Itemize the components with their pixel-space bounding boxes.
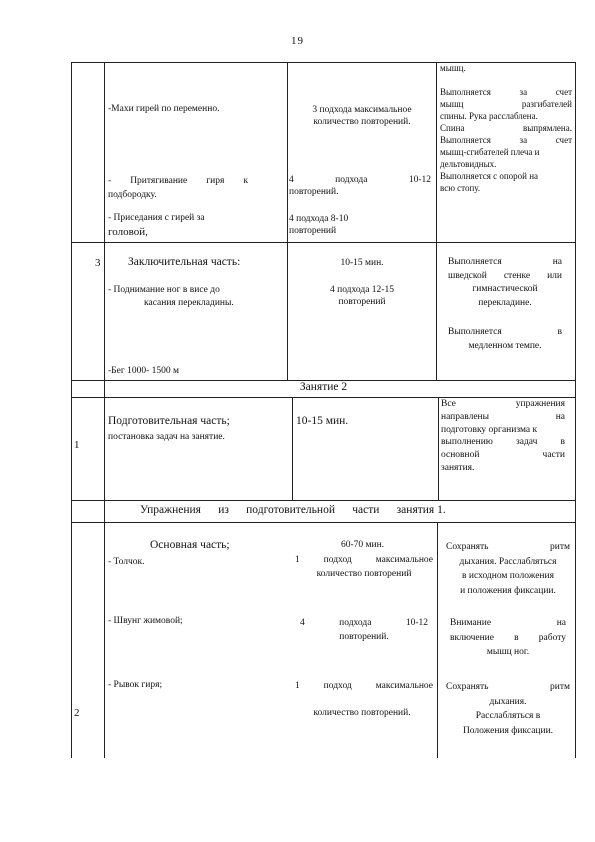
exercise-text: - Поднимание ног в висе до касания перекладины. <box>108 285 234 308</box>
table-border-left <box>71 62 72 758</box>
section-time: 10-15 мин. <box>296 415 349 427</box>
exercise-dose: 1 подход максимальное количество повторений <box>295 555 433 579</box>
section-title: Заключительная часть: <box>128 256 241 268</box>
section-title: Основная часть; <box>150 539 230 551</box>
exercise-text: головой, <box>108 226 148 238</box>
section-title: Подготовительная часть; <box>108 415 230 427</box>
row-number: 1 <box>74 439 80 451</box>
section-time: 10-15 мин. <box>340 258 384 268</box>
section-reference: Упражнения из подготовительной части занятия 1. <box>140 504 446 516</box>
table-divider-col2-mid <box>292 398 293 500</box>
page-number: 19 <box>291 35 304 47</box>
exercise-text: - Швунг жимовой; <box>108 616 183 626</box>
exercise-dose: 4 подхода 10-12 повторений. <box>289 175 431 197</box>
exercise-note: Внимание на включение в работу мышц ног. <box>450 618 566 657</box>
exercise-text: - Толчок. <box>108 557 145 567</box>
section-subtitle: постановка задач на занятие. <box>108 432 225 442</box>
exercise-dose: 4 подхода 12-15 повторений <box>330 285 394 307</box>
exercise-text: - Притягивание гиря к подбородку. <box>108 176 248 200</box>
table-row-divider <box>71 522 576 523</box>
exercise-text: -Махи гирей по переменно. <box>108 104 220 114</box>
table-row-divider <box>71 500 576 501</box>
table-divider-col1 <box>104 62 105 758</box>
row-number: 2 <box>74 707 80 719</box>
block1-notes: мышц. Выполняется за счет мышц разгибателей спины. Рука расслаблена. Спина выпрямлена. Выполняется за счет мышц-сгибателей плеча и дельтовидных. Выполняется с опорой на всю стопу. <box>440 63 572 193</box>
table-divider-col3-top <box>436 62 437 380</box>
exercise-note: Сохранять ритм дыхания. Расслабляться в Положения фиксации. <box>446 682 570 736</box>
table-divider-col2-top <box>287 62 288 380</box>
exercise-note: Выполняется на шведской стенке или гимнастической перекладине. <box>448 257 562 308</box>
exercise-dose: 3 подхода максимальное количество повторений. <box>312 105 412 127</box>
row-number: 3 <box>95 257 101 269</box>
exercise-dose: 4 подхода 10-12 повторений. <box>300 618 428 642</box>
exercise-note: Выполняется в медленном темпе. <box>448 327 562 351</box>
exercise-text: - Рывок гиря; <box>108 680 163 690</box>
table-divider-col3-mid <box>438 398 439 500</box>
exercise-dose: количество повторений. <box>313 708 411 718</box>
exercise-text: - Приседания с гирей за <box>108 213 205 223</box>
exercise-dose: 1 подход максимальное <box>295 681 433 691</box>
exercise-dose: 4 подхода 8-10 повторений <box>289 214 349 236</box>
session-title: Занятие 2 <box>299 381 348 393</box>
exercise-text: -Бег 1000- 1500 м <box>108 366 180 376</box>
table-divider-col3-bottom <box>437 523 438 758</box>
table-row-divider <box>71 242 576 243</box>
table-border-right <box>575 62 576 758</box>
section-time: 60-70 мин. <box>340 540 385 550</box>
exercise-note: Сохранять ритм дыхания. Расслабляться в исходном положения и положения фиксации. <box>446 542 570 596</box>
section-note: Все упражнения направлены на подготовку организма к выполнению задач в основной части занятия. <box>441 399 565 473</box>
